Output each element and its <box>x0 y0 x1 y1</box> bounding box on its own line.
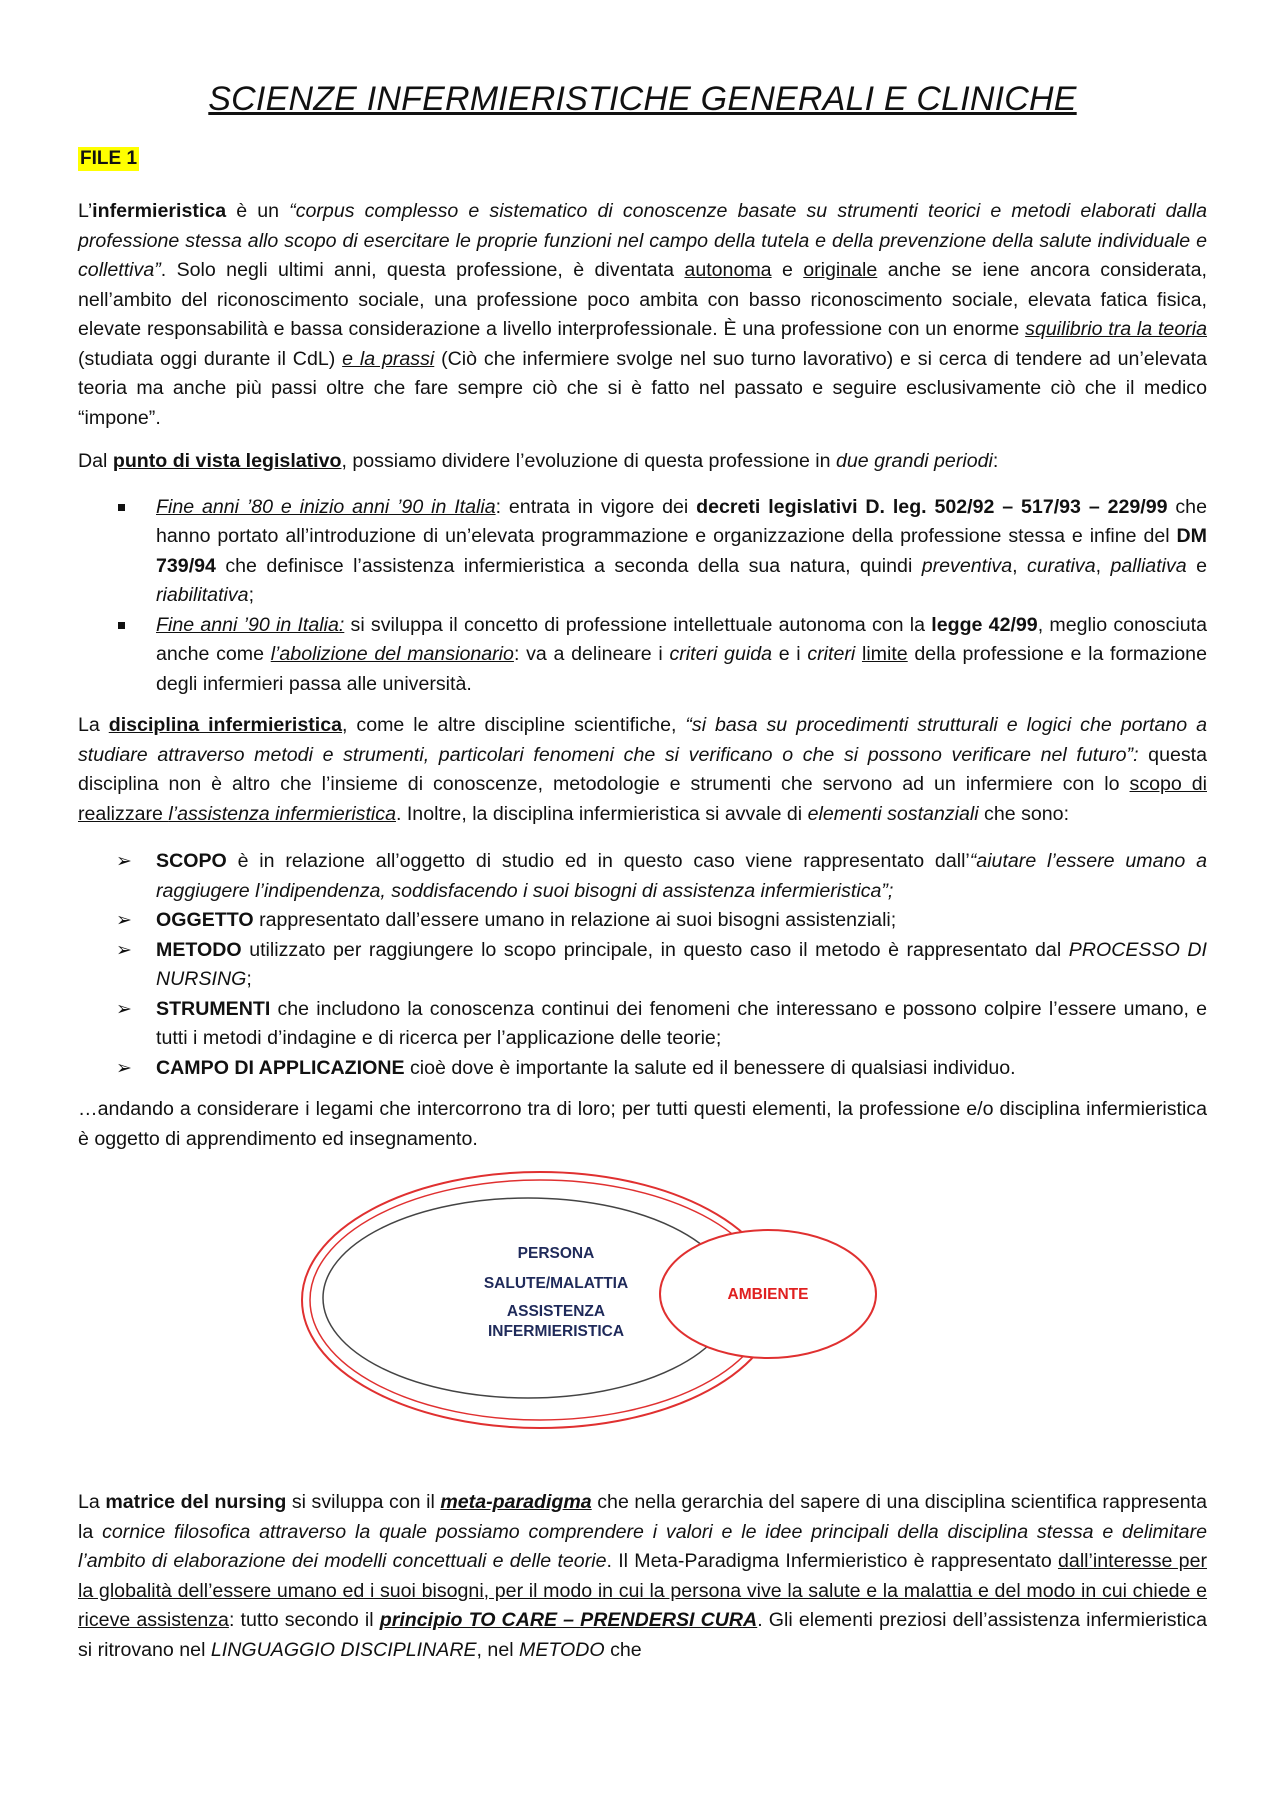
list-item: ➢ METODO utilizzato per raggiungere lo scopo principale, in questo caso il metodo è rappresentato dal PROCESSO DI NURSING; <box>156 936 1207 995</box>
label-infermieristica: INFERMIERISTICA <box>487 1323 625 1340</box>
paragraph-metaparadigm: La matrice del nursing si sviluppa con il meta-paradigma che nella gerarchia del sapere di una disciplina scientifica rappresenta la cornice filosofica attraverso la quale possiamo comprendere i valori e le idee principali della disciplina stessa e delimitare l’ambito di elaborazione dei modelli concettuali e delle teorie. Il Meta-Paradigma Infermieristico è rappresentato dall’interesse per la globalità dell’essere umano ed i suoi bisogni, per il modo in cui la persona vive la salute e la malattia e del modo in cui chiede e riceve assistenza: tutto secondo il principio TO CARE – PRENDERSI CURA. Gli elementi preziosi dell’assistenza infermieristica si ritrovano nel LINGUAGGIO DISCIPLINARE, nel METODO che <box>78 1491 1208 1661</box>
arrow-bullet-icon: ➢ <box>116 1057 132 1079</box>
paragraph-legislative: Dal punto di vista legislativo, possiamo dividere l’evoluzione di questa professione in due grandi periodi: <box>78 450 999 472</box>
label-assistenza: ASSISTENZA <box>506 1303 606 1320</box>
list-item: ➢ CAMPO DI APPLICAZIONE cioè dove è importante la salute ed il benessere di qualsiasi individuo. <box>156 1054 1207 1084</box>
document-page <box>78 80 1207 1679</box>
diagram-svg <box>78 1168 1207 1458</box>
arrow-bullet-icon: ➢ <box>116 851 132 872</box>
metaparadigm-diagram <box>78 1168 1207 1458</box>
label-salute-malattia: SALUTE/MALATTIA <box>483 1275 629 1292</box>
legislative-periods-list <box>78 493 1207 700</box>
list-item: Fine anni ’80 e inizio anni ’90 in Italia: entrata in vigore dei decreti legislativi D. leg. 502/92 – 517/93 – 229/99 che hanno portato all’introduzione di un’elevata programmazione e organizzazione della professione stessa e infine del DM 739/94 che definisce l’assistenza infermieristica a seconda della sua natura, quindi preventiva, curativa, palliativa e riabilitativa; <box>156 493 1207 611</box>
label-ambiente: AMBIENTE <box>727 1286 809 1303</box>
paragraph-intro: L’infermieristica è un “corpus complesso e sistematico di conoscenze basate su strumenti teorici e metodi elaborati dalla professione stessa allo scopo di esercitare le proprie funzioni nel campo della tutela e della prevenzione della salute individuale e collettiva”. Solo negli ultimi anni, questa professione, è diventata autonoma e originale anche se iene ancora considerata, nell’ambito del riconoscimento sociale, una professione poco ambita con basso riconoscimento sociale, elevata fatica fisica, elevate responsabilità e bassa considerazione a livello interprofessionale. È una professione con un enorme squilibrio tra la teoria (studiata oggi durante il CdL) e la prassi (Ciò che infermiere svolge nel suo turno lavorativo) e si cerca di tendere ad un’elevata teoria ma anche più passi oltre che fare sempre ciò che si è fatto nel passato e seguire esclusivamente ciò che il medico “impone”. <box>78 200 1207 429</box>
list-item: ➢ SCOPO è in relazione all’oggetto di studio ed in questo caso viene rappresentato dall’“aiutare l’essere umano a raggiugere l’indipendenza, soddisfacendo i suoi bisogni di assistenza infermieristica”; <box>156 847 1207 906</box>
paragraph-discipline: La disciplina infermieristica, come le altre discipline scientifiche, “si basa su procedimenti strutturali e logici che portano a studiare attraverso metodi e strumenti, particolari fenomeni che si verificano o che si possono verificare nel futuro”: questa disciplina non è altro che l’insieme di conoscenze, metodologie e strumenti che servono ad un infermiere con lo scopo di realizzare l’assistenza infermieristica. Inoltre, la disciplina infermieristica si avvale di elementi sostanziali che sono: <box>78 714 1207 825</box>
label-persona: PERSONA <box>517 1245 595 1262</box>
file-label: FILE 1 <box>80 148 138 169</box>
arrow-bullet-icon: ➢ <box>116 939 132 961</box>
list-item: Fine anni ’90 in Italia: si sviluppa il concetto di professione intellettuale autonoma con la legge 42/99, meglio conosciuta anche come l’abolizione del mansionario: va a delineare i criteri guida e i criteri limite della professione e la formazione degli infermieri passa alle università. <box>156 611 1207 700</box>
discipline-elements-list <box>78 847 1207 1083</box>
list-item: ➢ OGGETTO rappresentato dall’essere umano in relazione ai suoi bisogni assistenziali; <box>156 906 1207 936</box>
arrow-bullet-icon: ➢ <box>116 998 132 1020</box>
paragraph-relations: …andando a considerare i legami che intercorrono tra di loro; per tutti questi elementi, la professione e/o disciplina infermieristica è oggetto di apprendimento ed insegnamento. <box>78 1098 1207 1150</box>
arrow-bullet-icon: ➢ <box>116 910 132 931</box>
list-item: ➢ STRUMENTI che includono la conoscenza continui dei fenomeni che interessano e possono colpire l’essere umano, e tutti i metodi d’indagine e di ricerca per l’applicazione delle teorie; <box>156 995 1207 1054</box>
document-title: SCIENZE INFERMIERISTICHE GENERALI E CLINICHE <box>208 80 1077 118</box>
